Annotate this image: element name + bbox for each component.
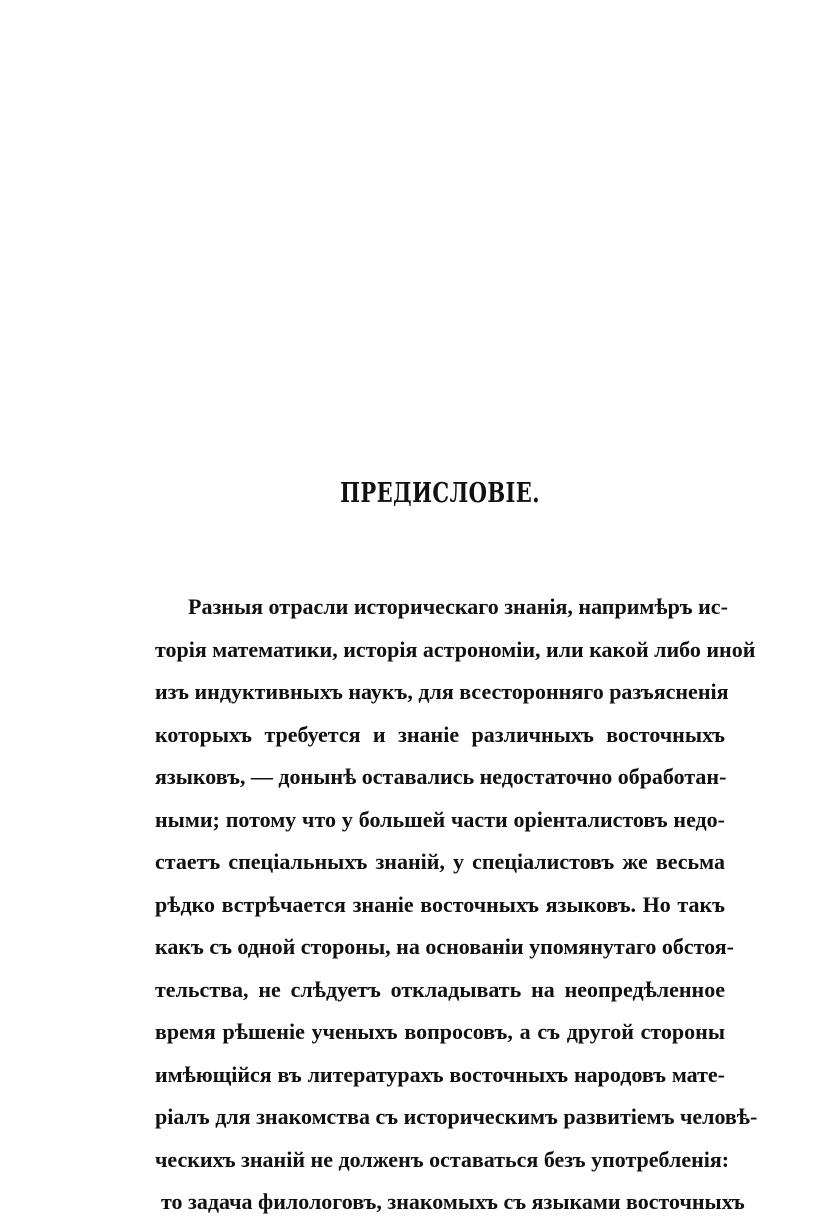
text-line: имѣющійся въ литературахъ восточныхъ народовъ мате- [155, 1061, 725, 1087]
text-line: рѣдко встрѣчается знаніе восточныхъ языковъ. Но такъ [155, 891, 725, 917]
text-line: Разныя отрасли историческаго знанія, напримѣръ ис- [188, 594, 728, 619]
text-line: торія математики, исторія астрономіи, или какой либо иной [155, 636, 756, 662]
text-line: стаетъ спеціальныхъ знаній, у спеціалистовъ же весьма [155, 849, 725, 874]
text-line: языковъ, — донынѣ оставались недостаточно обработан- [155, 764, 727, 789]
text-line: какъ съ одной стороны, на основаніи упомянутаго обстоя- [155, 934, 734, 959]
text-line: ными; потому что у большей части оріенталистовъ недо- [155, 806, 725, 832]
page-title: ПРЕДИСЛОВІЕ. [340, 478, 540, 509]
text-line: ческихъ знаній не долженъ оставаться безъ употребленія: [155, 1146, 730, 1172]
preface-paragraph [155, 586, 758, 1224]
text-line: время рѣшеніе ученыхъ вопросовъ, а съ другой стороны [155, 1019, 725, 1044]
text-line: которыхъ требуется и знаніе различныхъ восточныхъ [155, 721, 725, 747]
text-line: то задача филологовъ, знакомыхъ съ языками восточныхъ [161, 1189, 745, 1214]
text-line: изъ индуктивныхъ наукъ, для всесторонняго разъясненія [155, 679, 729, 704]
text-line: тельства, не слѣдуетъ откладывать на неопредѣленное [155, 976, 725, 1002]
text-line: ріалъ для знакомства съ историческимъ развитіемъ человѣ- [155, 1104, 758, 1129]
